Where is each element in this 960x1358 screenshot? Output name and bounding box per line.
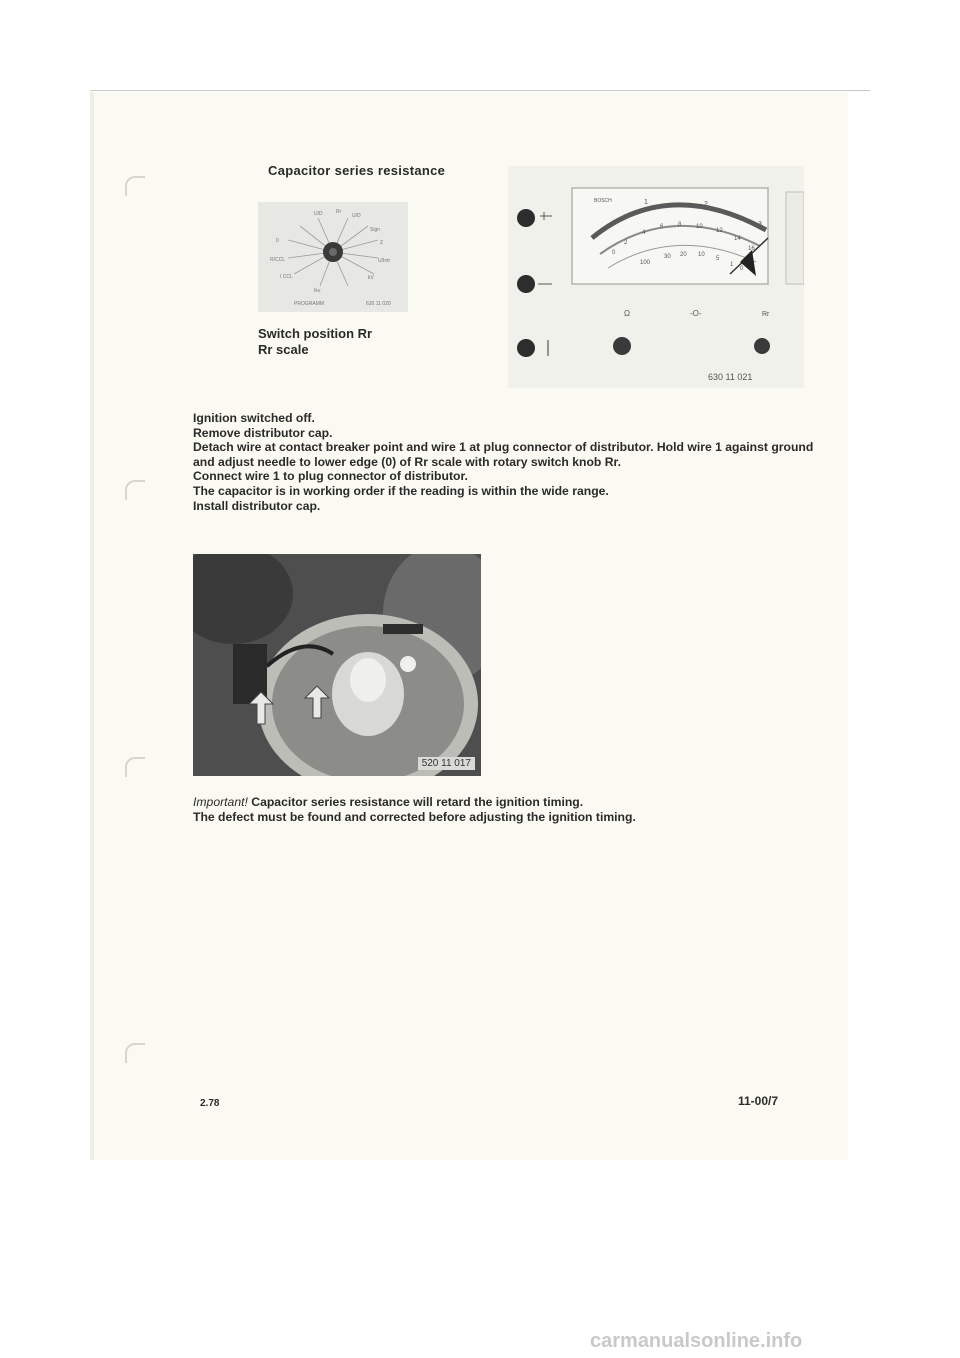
scale-mark: 30: [664, 254, 671, 260]
instruction-line: Install distributor cap.: [193, 498, 321, 513]
knob-label: Ω: [624, 309, 630, 318]
meter-figure: [508, 166, 804, 388]
instruction-line: The capacitor is in working order if the reading is within the wide range.: [193, 483, 609, 498]
rotary-switch-figure: [258, 202, 408, 312]
instruction-line: Ignition switched off.: [193, 411, 315, 425]
scale-mark: 1: [644, 199, 648, 206]
scale-mark: 3: [758, 221, 762, 228]
scale-mark: 0: [612, 250, 616, 256]
binder-hole-mark: [125, 176, 145, 196]
figure-number: 630 11 021: [708, 372, 753, 382]
scale-mark: 20: [680, 252, 687, 258]
switch-label: kV: [368, 275, 374, 281]
page-edge: [90, 92, 94, 1160]
scale-mark: 1: [730, 262, 734, 268]
switch-label: PROGRAMM: [294, 301, 324, 307]
brand-label: BOSCH: [594, 198, 612, 204]
binder-hole-mark: [125, 480, 145, 500]
switch-label: U/D: [352, 213, 361, 219]
important-line: The defect must be found and corrected before adjusting the ignition timing.: [193, 809, 636, 824]
important-lead: Important!: [193, 795, 248, 809]
scale-mark: 2: [704, 201, 708, 208]
switch-label: 0: [276, 238, 279, 244]
scale-mark: 2: [624, 240, 628, 246]
important-note: [193, 795, 833, 824]
instruction-line: Remove distributor cap.: [193, 425, 333, 440]
scale-mark: 10: [696, 224, 703, 230]
scale-mark: 6: [660, 224, 664, 230]
scale-mark: 4: [642, 230, 646, 236]
switch-label: Rr: [336, 209, 342, 215]
scale-mark: 12: [716, 228, 723, 234]
instructions: [193, 411, 833, 513]
important-line: Capacitor series resistance will retard the ignition timing.: [251, 795, 584, 809]
knob-icon: [754, 338, 770, 354]
scale-mark: 10: [698, 252, 705, 258]
scale-mark: 14: [734, 236, 741, 242]
switch-label: U/D: [314, 211, 323, 217]
scale-mark: 0: [740, 266, 744, 272]
figure-number: 630 11 020: [366, 301, 391, 307]
meter-illustration: [508, 166, 804, 388]
scale-mark: 5: [716, 256, 720, 262]
knob-icon: [613, 337, 631, 355]
binder-hole-mark: [125, 757, 145, 777]
jack-icon: [517, 275, 535, 293]
jack-icon: [517, 209, 535, 227]
scale-mark: 100: [640, 260, 651, 266]
distributor-photo: [193, 554, 481, 776]
switch-caption: [258, 326, 372, 358]
watermark: carmanualsonline.info: [590, 1330, 803, 1352]
jack-icon: [517, 339, 535, 357]
switch-label: Sign: [370, 227, 381, 233]
figure-number: 520 11 017: [418, 757, 475, 770]
instruction-line: Connect wire 1 to plug connector of distributor.: [193, 469, 468, 484]
distributor-illustration: [193, 554, 481, 776]
page-number: 11-00/7: [738, 1094, 779, 1108]
switch-label: Ikv: [314, 288, 321, 294]
switch-label: Z: [380, 240, 384, 246]
switch-label: I CCL: [280, 274, 293, 280]
scale-mark: 8: [678, 222, 682, 228]
knob-label: -O-: [690, 309, 702, 318]
caption-line: Switch position Rr: [258, 326, 373, 341]
knob-label: Rr: [762, 311, 770, 318]
footer-date: 2.78: [200, 1098, 220, 1109]
scale-mark: 16: [748, 246, 755, 252]
switch-label: U/Intr: [378, 258, 391, 264]
top-rule: [90, 90, 870, 91]
instruction-line: Detach wire at contact breaker point and wire 1 at plug connector of distributor. Hold wire 1 against ground and adjust needle to lower edge (0) of Rr scale with rotary switch knob Rr.: [193, 440, 814, 469]
rotary-switch-illustration: [258, 202, 408, 312]
caption-line: Rr scale: [258, 342, 309, 357]
binder-hole-mark: [125, 1043, 145, 1063]
switch-label: R/CCL: [270, 257, 286, 263]
section-heading: Capacitor series resistance: [268, 163, 446, 178]
